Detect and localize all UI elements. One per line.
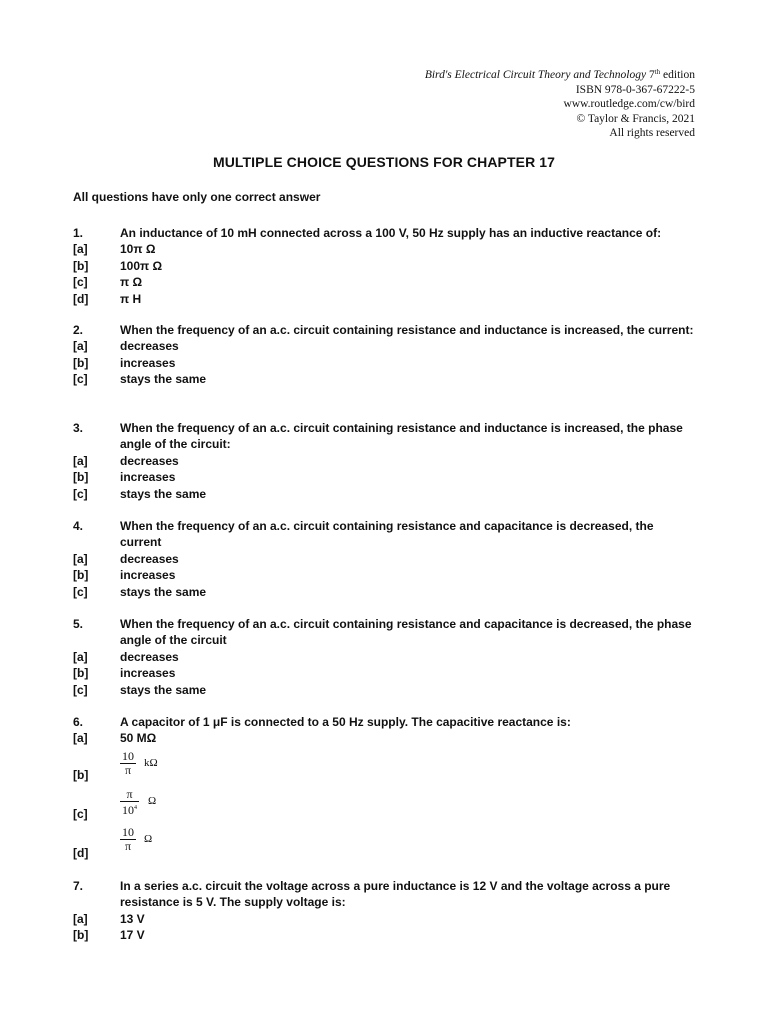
edition-word: edition [663, 69, 695, 81]
option-label: [d] [73, 846, 89, 860]
option-b [73, 469, 697, 485]
option-text: stays the same [120, 372, 207, 387]
question-text: When the frequency of an a.c. circuit containing resistance and inductance is increased, the phase angle of the circuit: [120, 421, 683, 452]
option-text: increases [120, 568, 176, 583]
fraction [120, 787, 157, 817]
option-text: 50 MΩ [120, 731, 157, 746]
question-number: 3. [73, 421, 84, 435]
option-label: [b] [73, 928, 89, 943]
option-a [73, 551, 697, 567]
fraction-numerator: π [120, 788, 139, 802]
fraction-unit: kΩ [144, 757, 158, 769]
option-text: 13 V [120, 911, 145, 926]
question-number: 7. [73, 879, 84, 893]
option-label: [a] [73, 649, 88, 664]
fraction-denominator-base: 10 [122, 803, 134, 817]
option-label: [a] [73, 339, 88, 354]
fraction-unit: Ω [148, 795, 157, 807]
question-text: When the frequency of an a.c. circuit containing resistance and capacitance is decreased, the phase angle of the circuit [120, 617, 692, 648]
option-label: [a] [73, 731, 88, 746]
question-number: 4. [73, 519, 84, 533]
option-b [73, 567, 697, 583]
question-text: When the frequency of an a.c. circuit containing resistance and capacitance is decreased, the current [120, 519, 654, 550]
option-b [73, 927, 697, 943]
option-label: [b] [73, 470, 89, 485]
option-label: [d] [73, 291, 89, 306]
option-text: stays the same [120, 486, 207, 501]
option-c [73, 274, 697, 290]
option-text: stays the same [120, 584, 207, 599]
option-text: 10π Ω [120, 242, 156, 257]
option-label: [c] [73, 372, 88, 387]
option-text: increases [120, 666, 176, 681]
option-a [73, 338, 697, 354]
question-2 [73, 322, 697, 388]
option-text: decreases [120, 453, 179, 468]
fraction-unit: Ω [144, 833, 153, 845]
option-c [73, 682, 697, 698]
question-stem [73, 420, 697, 453]
question-4 [73, 518, 697, 600]
fraction-numerator: 10 [122, 825, 134, 839]
option-label: [b] [73, 568, 89, 583]
option-label: [c] [73, 682, 88, 697]
option-c [73, 584, 697, 600]
option-text: decreases [120, 551, 179, 566]
option-a [73, 911, 697, 927]
book-title-line [425, 68, 695, 83]
fraction-numerator: 10 [122, 749, 134, 763]
isbn: ISBN 978-0-367-67222-5 [575, 83, 695, 96]
option-text: decreases [120, 339, 179, 354]
q6-option-c [73, 788, 373, 824]
option-label: [b] [73, 258, 89, 273]
q6-option-d [73, 826, 373, 862]
question-6 [73, 714, 697, 747]
option-label: [b] [73, 355, 89, 370]
option-text: 100π Ω [120, 258, 163, 273]
website-url: www.routledge.com/cw/bird [563, 98, 695, 110]
option-label: [c] [73, 486, 88, 501]
option-label: [a] [73, 551, 88, 566]
question-number: 6. [73, 715, 84, 729]
question-stem [73, 616, 697, 649]
question-text: An inductance of 10 mH connected across a 100 V, 50 Hz supply has an inductive reactance of: [120, 226, 662, 240]
question-stem [73, 714, 697, 730]
question-number: 1. [73, 226, 84, 240]
question-stem [73, 225, 697, 241]
question-stem [73, 878, 697, 911]
option-text: π Ω [120, 275, 143, 290]
rights-reserved: All rights reserved [609, 127, 695, 139]
edition-number: 7 [648, 69, 655, 81]
question-1 [73, 225, 697, 307]
fraction-denominator [120, 802, 139, 817]
question-text: When the frequency of an a.c. circuit containing resistance and inductance is increased, the current: [120, 323, 694, 337]
copyright: © Taylor & Francis, 2021 [576, 112, 695, 125]
question-stem [73, 518, 697, 551]
option-text: stays the same [120, 682, 207, 697]
page-title: MULTIPLE CHOICE QUESTIONS FOR CHAPTER 17 [212, 154, 556, 170]
fraction [120, 825, 153, 853]
option-label: [b] [73, 768, 89, 782]
option-label: [c] [73, 584, 88, 599]
question-text: In a series a.c. circuit the voltage across a pure inductance is 12 V and the voltage across a pure resistance is 5 V. The supply voltage is: [120, 879, 671, 910]
option-a [73, 241, 697, 257]
option-label: [c] [73, 807, 88, 821]
option-label: [a] [73, 453, 88, 468]
book-title: Bird's Electrical Circuit Theory and Technology [424, 69, 647, 81]
question-number: 2. [73, 323, 84, 337]
question-5 [73, 616, 697, 698]
option-c [73, 371, 697, 387]
option-label: [b] [73, 666, 89, 681]
q6-option-b [73, 750, 373, 786]
option-b [73, 355, 697, 371]
option-c [73, 486, 697, 502]
fraction [120, 749, 158, 777]
option-a [73, 730, 697, 746]
option-label: [a] [73, 242, 88, 257]
option-text: 17 V [120, 928, 145, 943]
question-3 [73, 420, 697, 502]
option-text: increases [120, 470, 176, 485]
fraction-denominator: π [124, 839, 132, 853]
question-stem [73, 322, 697, 338]
question-7 [73, 878, 697, 944]
fraction-denominator-exponent: 4 [134, 805, 137, 811]
question-number: 5. [73, 617, 84, 631]
header-block [425, 68, 695, 141]
option-label: [a] [73, 911, 88, 926]
option-text: decreases [120, 649, 179, 664]
intro-text: All questions have only one correct answer [73, 190, 321, 204]
question-text: A capacitor of 1 μF is connected to a 50 Hz supply. The capacitive reactance is: [120, 715, 571, 729]
option-text: π H [120, 291, 142, 306]
option-a [73, 649, 697, 665]
fraction-denominator: π [124, 763, 132, 777]
option-label: [c] [73, 275, 88, 290]
option-b [73, 665, 697, 681]
option-a [73, 453, 697, 469]
option-b [73, 258, 697, 274]
option-d [73, 291, 697, 307]
edition-superscript: th [654, 68, 661, 76]
option-text: increases [120, 355, 176, 370]
